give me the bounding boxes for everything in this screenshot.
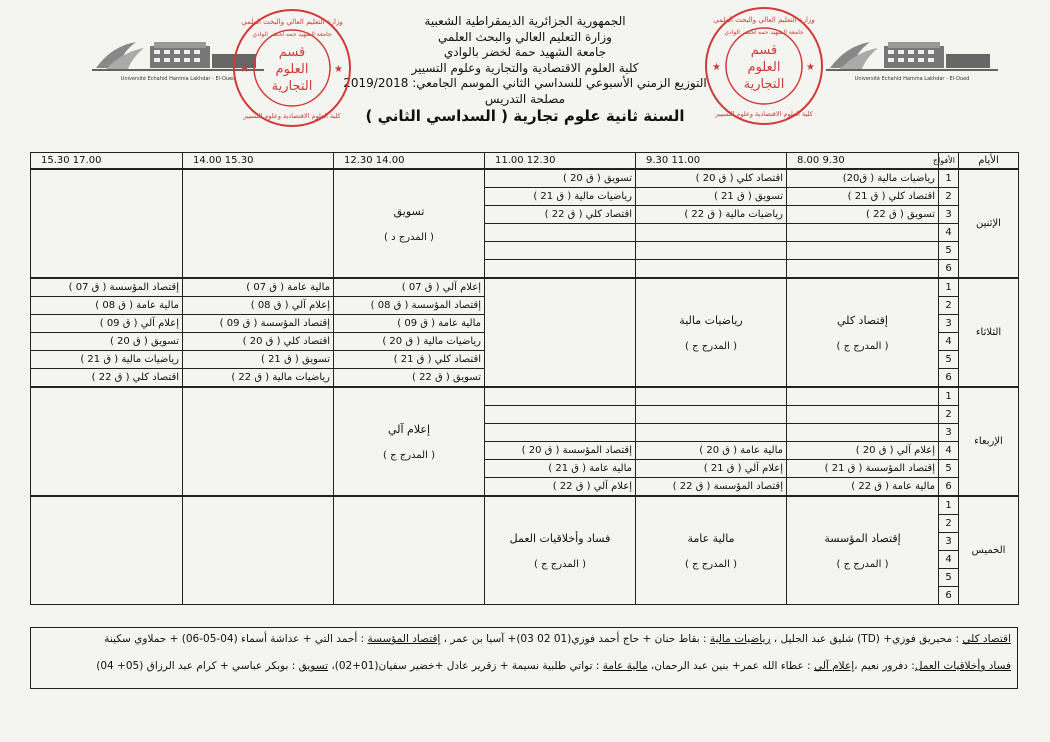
session-cell xyxy=(636,406,787,424)
instructor-names: : دفرور نعيم ، xyxy=(854,660,915,672)
hour-column-header: 9.30 11.00 xyxy=(636,153,787,170)
lecture-hall: ( المدرج ج ) xyxy=(836,340,889,352)
session-cell xyxy=(485,387,636,406)
stamp-ring-text: وزارة التعليم العالي والبحث العلمي xyxy=(713,16,815,24)
stamp-center-text: التجارية xyxy=(271,79,313,94)
day-label: الإثنين xyxy=(959,169,1019,278)
lecture-subject: مالية عامة xyxy=(687,531,735,545)
group-number: 6 xyxy=(939,260,959,279)
stamp-ring-text: وزارة التعليم العالي والبحث العلمي xyxy=(241,18,343,26)
group-number: 5 xyxy=(939,460,959,478)
group-number: 2 xyxy=(939,188,959,206)
svg-text:★: ★ xyxy=(806,62,815,73)
session-cell: رياضيات مالية ( ق20) xyxy=(787,169,939,188)
subject-label: فساد وأخلاقيات العمل xyxy=(914,660,1011,672)
group-number: 4 xyxy=(939,551,959,569)
session-cell: إقتصاد المؤسسة ( ق 20 ) xyxy=(485,442,636,460)
session-cell: مالية عامة ( ق 22 ) xyxy=(787,478,939,497)
stamp-center-text: العلوم xyxy=(747,60,781,75)
session-cell: إقتصاد المؤسسة ( ق 21 ) xyxy=(787,460,939,478)
session-cell: رياضيات مالية ( ق 22 ) xyxy=(183,369,334,388)
session-cell: إعلام آلي ( ق 21 ) xyxy=(636,460,787,478)
hour-column-header: 14.00 15.30 xyxy=(183,153,334,170)
lecture-hall: ( المدرج ج ) xyxy=(534,558,586,570)
session-cell: رياضيات مالية ( ق 21 ) xyxy=(31,351,183,369)
group-number: 1 xyxy=(939,496,959,515)
stamp-ring-text: جامعة الشهيد حمه لخضر الوادي xyxy=(252,31,332,38)
svg-text:★: ★ xyxy=(240,64,249,75)
instructor-names: : بوبكر عباسي + كرام عبد الرزاق (05+ 04) xyxy=(96,660,299,672)
stamp-ring-text: كلية العلوم الاقتصادية وعلوم التسيير xyxy=(243,112,341,120)
header-line: التوزيع الزمني الأسبوعي للسداسي الثاني الموسم الجامعي: 2019/2018 xyxy=(343,76,707,90)
department-stamp xyxy=(230,6,354,130)
header-line: جامعة الشهيد حمة لخضر بالوادي xyxy=(443,45,607,59)
session-cell: رياضيات مالية ( ق 21 ) xyxy=(485,188,636,206)
session-cell: مالية عامة ( ق 07 ) xyxy=(183,278,334,297)
page-title: السنة ثانية علوم تجارية ( السداسي الثاني ) xyxy=(365,107,685,125)
group-number: 4 xyxy=(939,333,959,351)
session-cell: اقتصاد كلي ( ق 21 ) xyxy=(334,351,485,369)
subject-label: مالية عامة xyxy=(602,660,648,672)
stamp-center-text: قسم xyxy=(750,43,778,58)
session-cell xyxy=(485,242,636,260)
session-cell: مالية عامة ( ق 09 ) xyxy=(334,315,485,333)
groups-column-header: الأفواج xyxy=(939,153,959,170)
session-cell: إقتصاد المؤسسة ( ق 22 ) xyxy=(636,478,787,497)
stamp-ring-text: كلية العلوم الاقتصادية وعلوم التسيير xyxy=(715,110,813,118)
day-label: الخميس xyxy=(959,496,1019,605)
lecture-cell xyxy=(636,278,787,387)
session-cell: إعلام آلي ( ق 08 ) xyxy=(183,297,334,315)
empty-cell xyxy=(183,387,334,496)
subject-label: اقتصاد كلي xyxy=(962,633,1011,645)
group-number: 3 xyxy=(939,206,959,224)
lecture-subject: إقتصاد كلي xyxy=(837,313,888,327)
instructors-line-2 xyxy=(37,658,1011,675)
group-number: 1 xyxy=(939,169,959,188)
session-cell: تسويق ( ق 22 ) xyxy=(787,206,939,224)
days-column-header: الأيام xyxy=(959,153,1019,170)
lecture-cell xyxy=(636,496,787,605)
session-cell: إعلام آلي ( ق 07 ) xyxy=(334,278,485,297)
hour-column-header: 12.30 14.00 xyxy=(334,153,485,170)
session-cell: تسويق ( ق 21 ) xyxy=(636,188,787,206)
hour-column-header: 8.00 9.30 xyxy=(787,153,939,170)
empty-cell xyxy=(31,387,183,496)
subject-label: إقتصاد المؤسسة xyxy=(367,633,441,645)
session-cell: إعلام آلي ( ق 22 ) xyxy=(485,478,636,497)
session-cell: مالية عامة ( ق 21 ) xyxy=(485,460,636,478)
subject-label: إعلام آلي xyxy=(813,660,855,672)
empty-cell xyxy=(31,496,183,605)
hour-column-header: 15.30 17.00 xyxy=(31,153,183,170)
session-cell: إعلام آلي ( ق 09 ) xyxy=(31,315,183,333)
session-cell xyxy=(787,260,939,279)
session-cell: تسويق ( ق 22 ) xyxy=(334,369,485,388)
day-label: الثلاثاء xyxy=(959,278,1019,387)
session-cell xyxy=(787,224,939,242)
department-stamp xyxy=(702,4,826,128)
session-cell xyxy=(485,406,636,424)
empty-cell xyxy=(485,278,636,387)
subject-label: رياضيات مالية xyxy=(709,633,771,645)
group-number: 5 xyxy=(939,351,959,369)
session-cell: إقتصاد المؤسسة ( ق 09 ) xyxy=(183,315,334,333)
session-cell xyxy=(636,242,787,260)
group-number: 3 xyxy=(939,533,959,551)
lecture-hall: ( المدرج ج ) xyxy=(685,340,737,352)
lecture-subject: إقتصاد المؤسسة xyxy=(824,531,901,545)
group-number: 4 xyxy=(939,224,959,242)
lecture-cell xyxy=(334,169,485,278)
session-cell: اقتصاد كلي ( ق 20 ) xyxy=(183,333,334,351)
header-line: وزارة التعليم العالي والبحث العلمي xyxy=(438,29,612,44)
group-number: 6 xyxy=(939,587,959,605)
empty-cell xyxy=(31,169,183,278)
timetable-header-row xyxy=(31,153,1019,170)
session-cell xyxy=(636,424,787,442)
stamp-center-text: العلوم xyxy=(275,62,309,77)
group-number: 5 xyxy=(939,569,959,587)
logo-caption: Université Echahid Hamma Lakhdar - El-Oued xyxy=(120,76,236,82)
instructors-footer xyxy=(30,627,1018,689)
instructor-names: : محيريق فوزي+ (TD) شليق عبد الجليل ، xyxy=(770,633,963,645)
session-cell xyxy=(485,424,636,442)
subject-label: تسويق xyxy=(298,660,329,672)
group-number: 2 xyxy=(939,406,959,424)
lecture-hall: ( المدرج ج ) xyxy=(685,558,737,570)
group-number: 6 xyxy=(939,369,959,388)
session-cell: اقتصاد كلي ( ق 22 ) xyxy=(485,206,636,224)
session-cell xyxy=(636,387,787,406)
session-cell: مالية عامة ( ق 08 ) xyxy=(31,297,183,315)
session-cell xyxy=(636,260,787,279)
instructors-line-1 xyxy=(37,631,1011,648)
table-row xyxy=(31,278,1019,297)
header-line: الجمهورية الجزائرية الديمقراطية الشعبية xyxy=(424,14,626,28)
session-cell xyxy=(636,224,787,242)
stamp-ring-text: جامعة الشهيد حمه لخضر الوادي xyxy=(724,29,804,36)
empty-cell xyxy=(183,169,334,278)
group-number: 5 xyxy=(939,242,959,260)
university-logo xyxy=(826,36,998,80)
group-number: 2 xyxy=(939,297,959,315)
lecture-hall: ( المدرج ج ) xyxy=(836,558,889,570)
group-number: 2 xyxy=(939,515,959,533)
timetable xyxy=(30,152,1019,605)
session-cell: اقتصاد كلي ( ق 20 ) xyxy=(636,169,787,188)
stamp-center-text: التجارية xyxy=(743,77,785,92)
header-line: مصلحة التدريس xyxy=(484,91,566,106)
instructor-names: : أحمد التي + عداشة أسماء (04-05-06) + حملاوي سكينة xyxy=(104,633,368,645)
lecture-subject: فساد وأخلاقيات العمل xyxy=(509,531,611,545)
session-cell: اقتصاد كلي ( ق 21 ) xyxy=(787,188,939,206)
session-cell: إقتصاد المؤسسة ( ق 07 ) xyxy=(31,278,183,297)
table-row xyxy=(31,496,1019,515)
stamp-center-text: قسم xyxy=(278,45,306,60)
lecture-subject: تسويق xyxy=(393,204,425,218)
lecture-cell xyxy=(485,496,636,605)
lecture-subject: إعلام آلي xyxy=(387,422,431,436)
group-number: 3 xyxy=(939,424,959,442)
instructor-names: : بقاط حنان + حاج أحمد فوزي(01 02 03)+ آسيا بن عمر ، xyxy=(440,633,710,645)
session-cell: رياضيات مالية ( ق 22 ) xyxy=(636,206,787,224)
day-label: الإربعاء xyxy=(959,387,1019,496)
document-header xyxy=(300,14,750,125)
header-line: كلية العلوم الاقتصادية والتجارية وعلوم التسيير xyxy=(411,60,639,75)
table-row xyxy=(31,387,1019,406)
instructor-names: : تواتي طلبية نسيمة + زقرير عادل +خضير سفيان(01+02)، xyxy=(328,660,603,672)
session-cell xyxy=(485,260,636,279)
session-cell: تسويق ( ق 21 ) xyxy=(183,351,334,369)
group-number: 1 xyxy=(939,387,959,406)
logo-caption: Université Echahid Hamma Lakhdar - El-Oued xyxy=(854,76,970,82)
lecture-cell xyxy=(787,496,939,605)
instructor-names: : عطاء الله عمر+ بنين عبد الرحمان، xyxy=(647,660,814,672)
lecture-cell xyxy=(334,387,485,496)
hour-column-header: 11.00 12.30 xyxy=(485,153,636,170)
lecture-hall: ( المدرج د ) xyxy=(384,231,434,243)
session-cell xyxy=(787,406,939,424)
session-cell xyxy=(787,424,939,442)
lecture-hall: ( المدرج ج ) xyxy=(383,449,435,461)
session-cell xyxy=(787,242,939,260)
session-cell: تسويق ( ق 20 ) xyxy=(485,169,636,188)
session-cell: اقتصاد كلي ( ق 22 ) xyxy=(31,369,183,388)
group-number: 1 xyxy=(939,278,959,297)
empty-cell xyxy=(334,496,485,605)
svg-text:★: ★ xyxy=(334,64,343,75)
session-cell: مالية عامة ( ق 20 ) xyxy=(636,442,787,460)
session-cell xyxy=(787,387,939,406)
group-number: 3 xyxy=(939,315,959,333)
group-number: 6 xyxy=(939,478,959,497)
group-number: 4 xyxy=(939,442,959,460)
lecture-cell xyxy=(787,278,939,387)
session-cell: رياضيات مالية ( ق 20 ) xyxy=(334,333,485,351)
lecture-subject: رياضيات مالية xyxy=(679,313,743,327)
session-cell xyxy=(485,224,636,242)
session-cell: إعلام آلي ( ق 20 ) xyxy=(787,442,939,460)
session-cell: إقتصاد المؤسسة ( ق 08 ) xyxy=(334,297,485,315)
empty-cell xyxy=(183,496,334,605)
session-cell: تسويق ( ق 20 ) xyxy=(31,333,183,351)
svg-text:★: ★ xyxy=(712,62,721,73)
table-row xyxy=(31,169,1019,188)
